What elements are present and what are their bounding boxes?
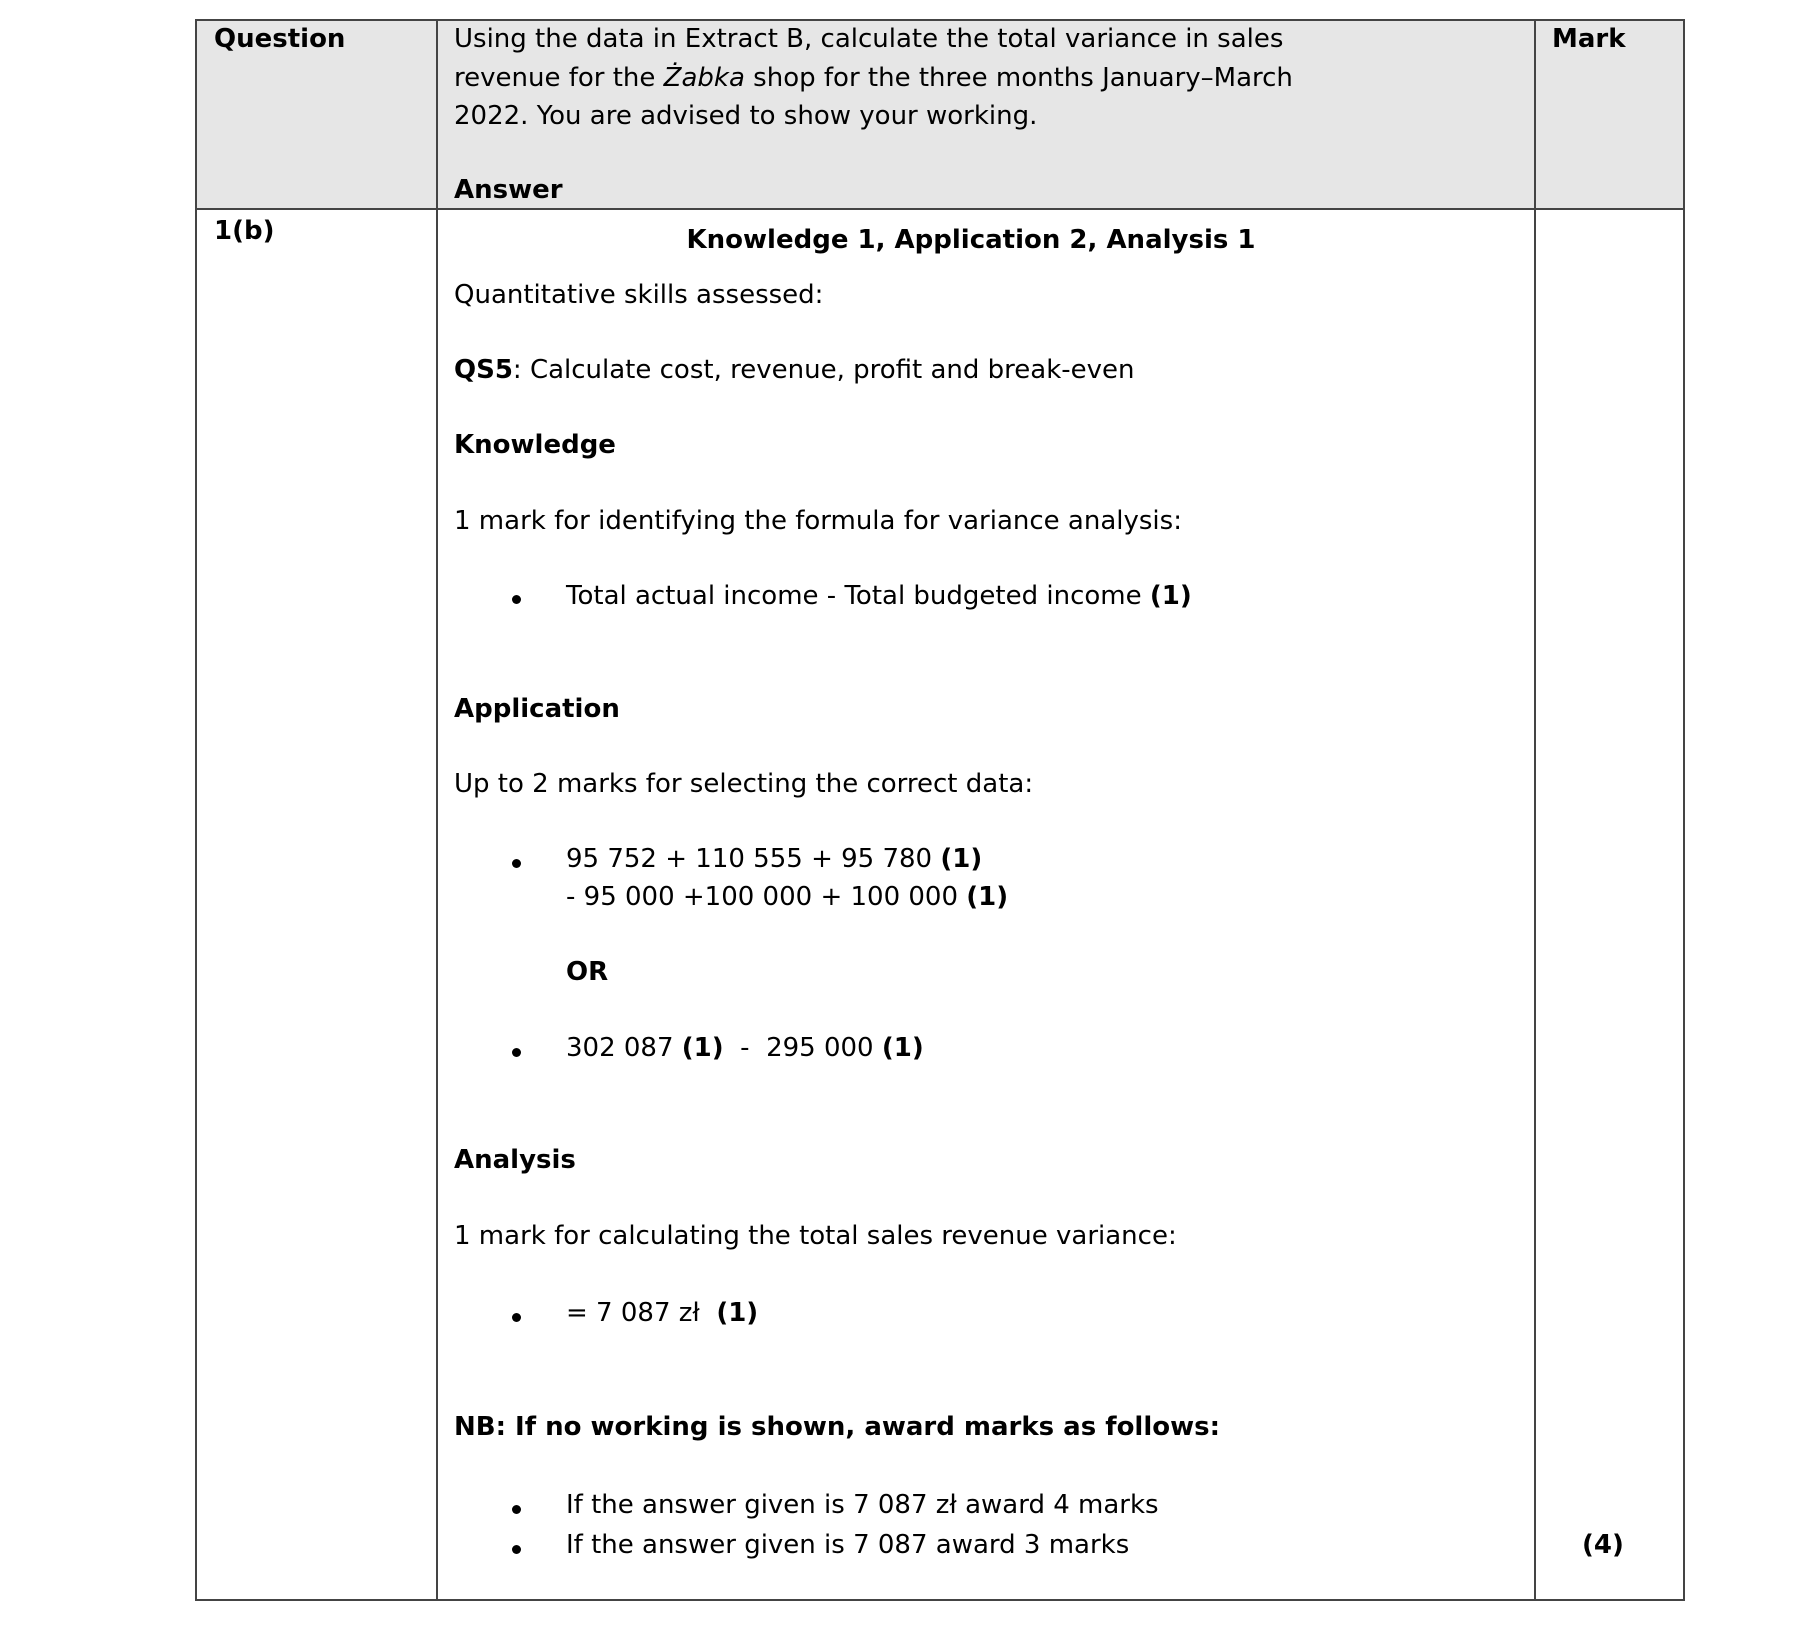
text: shop for the three months January–March xyxy=(744,63,1293,93)
text: 95 752 + 110 555 + 95 780 xyxy=(566,844,941,874)
application-line1 xyxy=(566,842,982,876)
qs-code: QS5 xyxy=(454,355,513,385)
bullet-icon xyxy=(512,1505,521,1514)
bullet-icon xyxy=(512,1545,521,1554)
table-border-right xyxy=(1683,19,1685,1601)
text: 302 087 xyxy=(566,1033,682,1063)
mark-header: Mark xyxy=(1552,24,1626,54)
shop-name: Żabka xyxy=(663,63,745,93)
mark: (1) xyxy=(881,1033,924,1063)
text: Total actual income - Total budgeted income xyxy=(566,581,1150,611)
analysis-bullet xyxy=(566,1296,758,1330)
qs-intro: Quantitative skills assessed: xyxy=(454,280,824,310)
analysis-heading: Analysis xyxy=(454,1145,576,1175)
question-text-line3: 2022. You are advised to show your working. xyxy=(454,101,1038,131)
table-border-top xyxy=(196,19,1684,21)
table-border-col1 xyxy=(436,19,438,1601)
nb-heading: NB: If no working is shown, award marks as follows: xyxy=(454,1412,1221,1442)
knowledge-bullet xyxy=(566,579,1192,613)
analysis-desc: 1 mark for calculating the total sales revenue variance: xyxy=(454,1221,1177,1251)
application-heading: Application xyxy=(454,694,620,724)
or-label: OR xyxy=(566,957,609,987)
question-text-line1: Using the data in Extract B, calculate the total variance in sales xyxy=(454,24,1284,54)
bullet-icon xyxy=(512,595,521,604)
table-border-bottom xyxy=(196,1599,1684,1601)
bullet-icon xyxy=(512,1048,521,1057)
qs-line xyxy=(454,353,1134,387)
mark-summary: Knowledge 1, Application 2, Analysis 1 xyxy=(686,225,1256,255)
mark: (1) xyxy=(1149,581,1192,611)
knowledge-desc: 1 mark for identifying the formula for variance analysis: xyxy=(454,506,1182,536)
table-border-left xyxy=(195,19,197,1601)
nb-item: If the answer given is 7 087 zł award 4 marks xyxy=(566,1490,1159,1520)
total-mark: (4) xyxy=(1582,1530,1624,1560)
application-alt xyxy=(566,1031,924,1065)
application-line2 xyxy=(566,880,1008,914)
mark: (1) xyxy=(716,1298,759,1328)
qs-text: : Calculate cost, revenue, profit and break-even xyxy=(512,355,1135,385)
table-border-col2 xyxy=(1534,19,1536,1601)
question-text-line2 xyxy=(454,61,1293,95)
text: - 95 000 +100 000 + 100 000 xyxy=(566,882,967,912)
text: = 7 087 zł xyxy=(566,1298,717,1328)
answer-header: Answer xyxy=(454,175,563,205)
nb-item: If the answer given is 7 087 award 3 marks xyxy=(566,1530,1130,1560)
application-desc: Up to 2 marks for selecting the correct data: xyxy=(454,769,1034,799)
mark: (1) xyxy=(966,882,1009,912)
bullet-icon xyxy=(512,859,521,868)
question-header: Question xyxy=(214,24,346,54)
bullet-icon xyxy=(512,1313,521,1322)
mark: (1) xyxy=(681,1033,724,1063)
table-border-header xyxy=(196,208,1684,210)
question-number: 1(b) xyxy=(214,216,275,246)
text: - 295 000 xyxy=(723,1033,882,1063)
mark: (1) xyxy=(940,844,983,874)
knowledge-heading: Knowledge xyxy=(454,430,616,460)
text: revenue for the xyxy=(454,63,664,93)
